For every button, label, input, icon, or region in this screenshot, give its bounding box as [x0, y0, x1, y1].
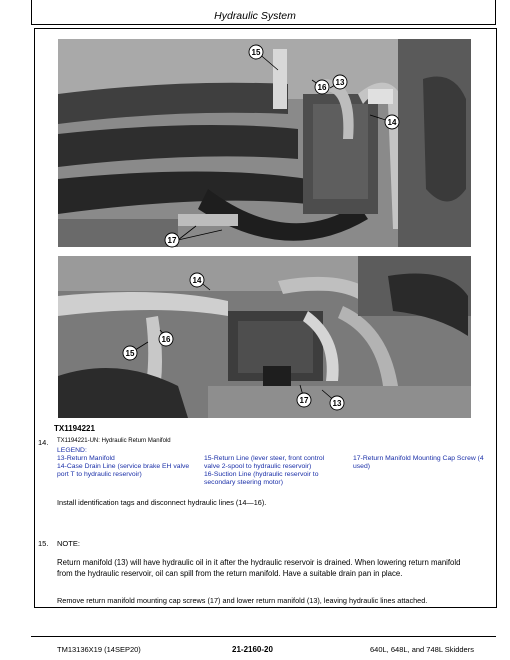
step-15-note [57, 557, 497, 579]
step-15-instruction: Remove return manifold mounting cap screws (17) and lower return manifold (13), leaving hydraulic lines attached. [57, 596, 428, 605]
callout-16-bottom-label: 16 [161, 335, 171, 344]
step-15-note-label: NOTE: [57, 539, 80, 548]
callout-15-top [249, 45, 263, 59]
callout-17-top-label: 17 [167, 236, 177, 245]
note-line: Return manifold (13) will have hydraulic oil in it after the hydraulic reservoir is drained. When lowering return manifold [57, 558, 461, 567]
callout-14-top-label: 14 [387, 118, 397, 127]
figure-id: TX1194221 [54, 424, 95, 433]
page-title: Hydraulic System [214, 10, 296, 22]
legend-item: 13-Return Manifold [57, 455, 115, 462]
step-14-instruction: Install identification tags and disconnect hydraulic lines (14—16). [57, 498, 267, 507]
footer-models: 640L, 648L, and 748L Skidders [370, 645, 474, 654]
callout-16-top-label: 16 [317, 83, 327, 92]
footer-page-number: 21-2160-20 [232, 645, 273, 654]
callout-15-bottom [123, 346, 137, 360]
legend-item: secondary steering motor) [204, 479, 283, 486]
legend-item: port T to hydraulic reservoir) [57, 471, 142, 478]
callout-13-top-label: 13 [335, 78, 345, 87]
legend-item: valve 2-spool to hydraulic reservoir) [204, 463, 312, 470]
callout-16-bottom [159, 332, 173, 346]
step-14-number: 14. [38, 438, 49, 447]
callout-14-bottom-label: 14 [192, 276, 202, 285]
callout-17-top [165, 233, 179, 247]
callout-15-top-label: 15 [251, 48, 261, 57]
legend-item: 14-Case Drain Line (service brake EH valve [57, 463, 190, 470]
footer-doc-id: TM13136X19 (14SEP20) [57, 645, 141, 654]
step-14-caption: TX1194221-UN: Hydraulic Return Manifold [57, 438, 171, 444]
legend-item: 16-Suction Line (hydraulic reservoir to [204, 471, 319, 478]
legend-item: 15-Return Line (lever steer, front control [204, 455, 325, 462]
note-line: from the hydraulic reservoir, oil can spill from the return manifold. Have a suitable drain pan in place. [57, 569, 403, 578]
legend-item: 17-Return Manifold Mounting Cap Screw (4 [353, 455, 484, 462]
footer-rule [31, 636, 496, 637]
callout-16-top [315, 80, 329, 94]
callout-15-bottom-label: 15 [125, 349, 135, 358]
callout-13-bottom [330, 396, 344, 410]
legend-col-3 [353, 455, 498, 471]
legend-col-1 [57, 455, 202, 479]
legend-item: used) [353, 463, 371, 470]
callout-13-top [333, 75, 347, 89]
photo-bottom-callouts [0, 250, 510, 420]
step-15-number: 15. [38, 539, 49, 548]
photo-top-callouts [0, 0, 510, 260]
callout-14-top [385, 115, 399, 129]
callout-14-bottom [190, 273, 204, 287]
legend-heading: LEGEND: [57, 447, 87, 454]
callout-17-bottom-label: 17 [299, 396, 309, 405]
legend-col-2 [204, 455, 349, 487]
callout-13-bottom-label: 13 [332, 399, 342, 408]
callout-17-bottom [297, 393, 311, 407]
